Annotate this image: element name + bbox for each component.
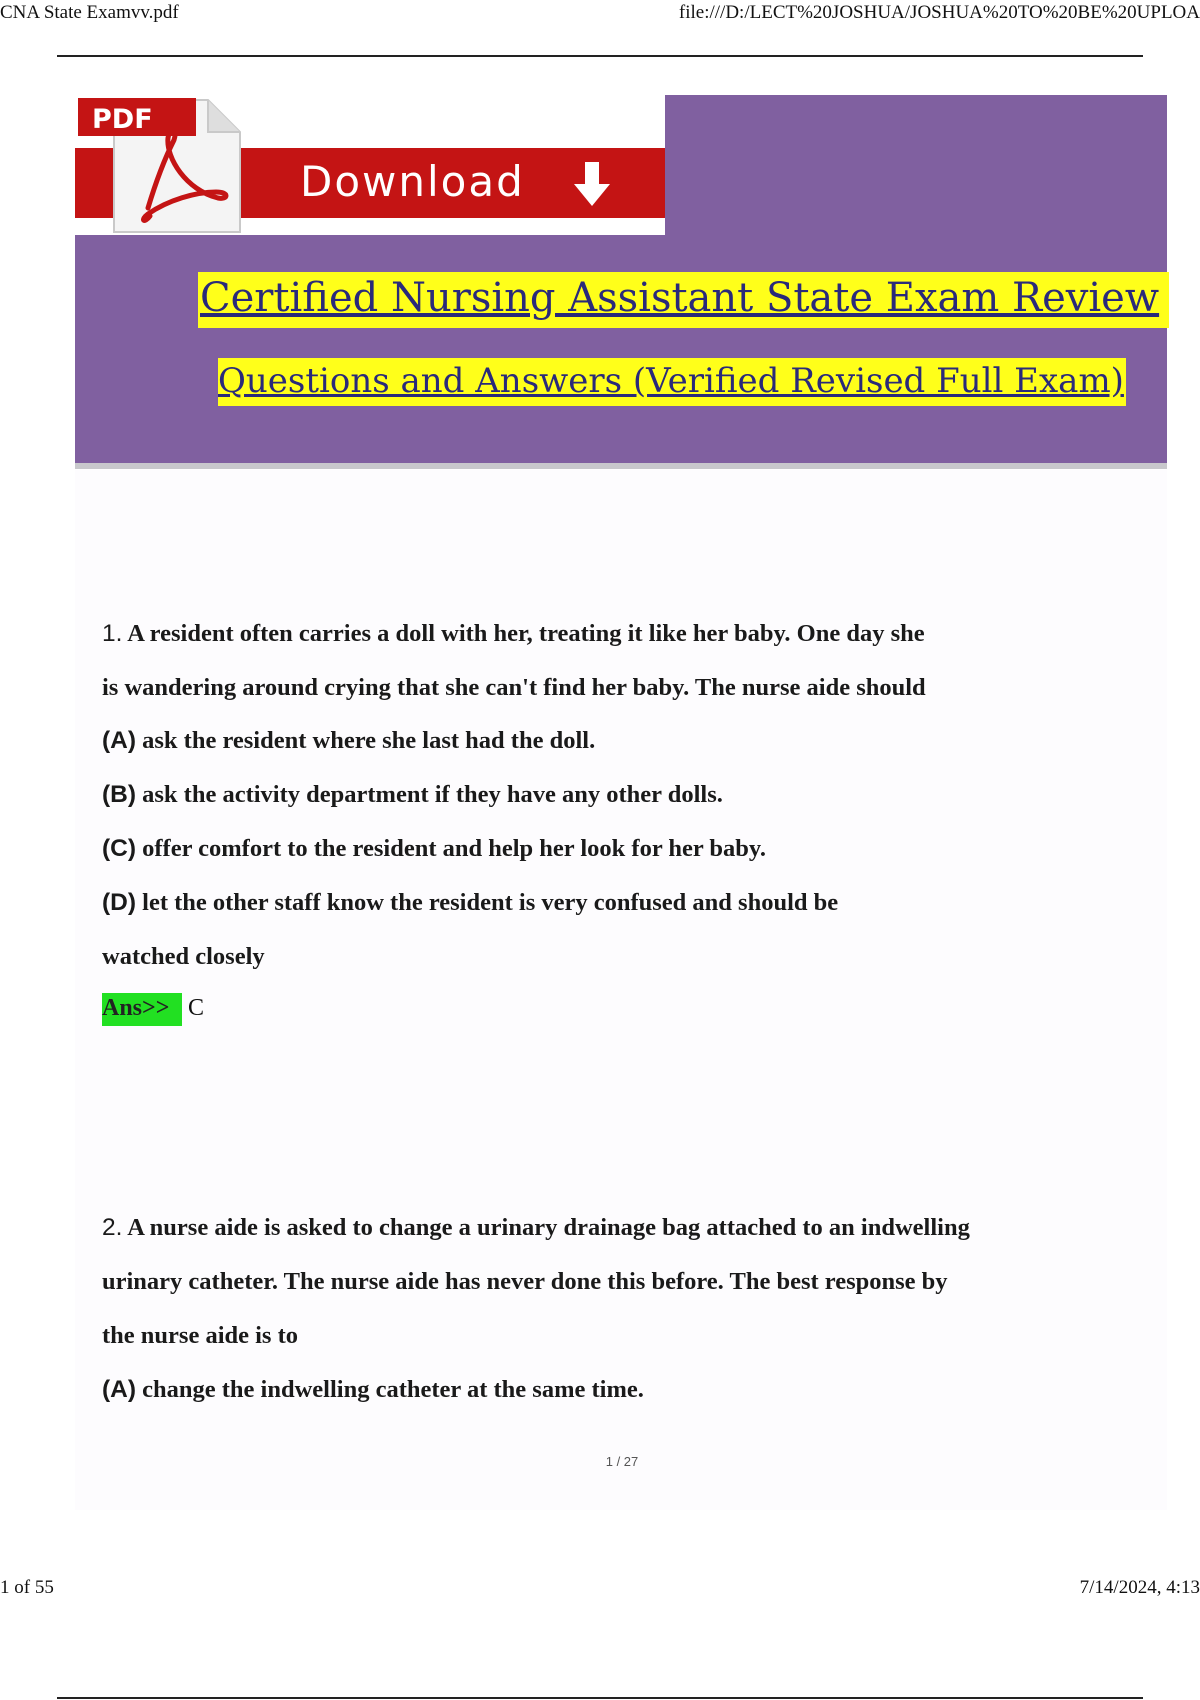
option-text: change the indwelling catheter at the same time. [142, 1376, 644, 1403]
option-key: (A) [102, 1376, 137, 1403]
q1-option-b [102, 781, 723, 809]
print-footer-timestamp: 7/14/2024, 4:13 [1079, 1577, 1200, 1598]
download-arrow-icon [572, 160, 612, 208]
q1-option-c [102, 835, 766, 863]
q1-option-d [102, 889, 838, 917]
print-footer-page-count: 1 of 55 [0, 1577, 54, 1598]
q1-option-d-continuation: watched closely [102, 943, 265, 970]
option-key: (B) [102, 781, 137, 808]
q1-stem-text1: A resident often carries a doll with her, treating it like her baby. One day she [127, 620, 925, 647]
pdf-file-icon [78, 98, 248, 236]
q2-stem-line1 [102, 1214, 970, 1242]
q1-answer-value: C [188, 995, 205, 1021]
q1-number: 1. [102, 620, 123, 647]
option-key: (A) [102, 727, 137, 754]
q2-stem-line2: urinary catheter. The nurse aide has never done this before. The best response by [102, 1268, 948, 1295]
pdf-label: PDF [92, 104, 153, 135]
document-title-line2: Questions and Answers (Verified Revised Full Exam) [218, 358, 1126, 406]
option-text: ask the activity department if they have any other dolls. [142, 781, 723, 808]
q1-answer-label: Ans>> [102, 993, 182, 1026]
option-text: ask the resident where she last had the doll. [142, 727, 596, 754]
header-divider [57, 55, 1143, 57]
option-key: (C) [102, 835, 137, 862]
banner-underline [75, 463, 1167, 469]
q1-stem-line2: is wandering around crying that she can't find her baby. The nurse aide should [102, 674, 926, 701]
q2-stem-line3: the nurse aide is to [102, 1322, 298, 1349]
footer-divider [57, 1697, 1143, 1699]
page-indicator: 1 / 27 [605, 1454, 639, 1469]
option-key: (D) [102, 889, 137, 916]
download-button-label: Download [300, 157, 525, 206]
q1-option-a [102, 727, 595, 755]
option-text: offer comfort to the resident and help her look for her baby. [142, 835, 766, 862]
q1-stem-line1 [102, 620, 925, 648]
option-text: let the other staff know the resident is very confused and should be [142, 889, 839, 916]
print-header-url: file:///D:/LECT%20JOSHUA/JOSHUA%20TO%20BE%20UPLOA [678, 2, 1200, 23]
q2-number: 2. [102, 1214, 123, 1241]
document-title-line1: Certified Nursing Assistant State Exam Review [198, 272, 1169, 328]
print-header-title: CNA State Examvv.pdf [0, 2, 179, 23]
q2-stem-text1: A nurse aide is asked to change a urinary drainage bag attached to an indwelling [127, 1214, 970, 1241]
q2-option-a [102, 1376, 644, 1404]
